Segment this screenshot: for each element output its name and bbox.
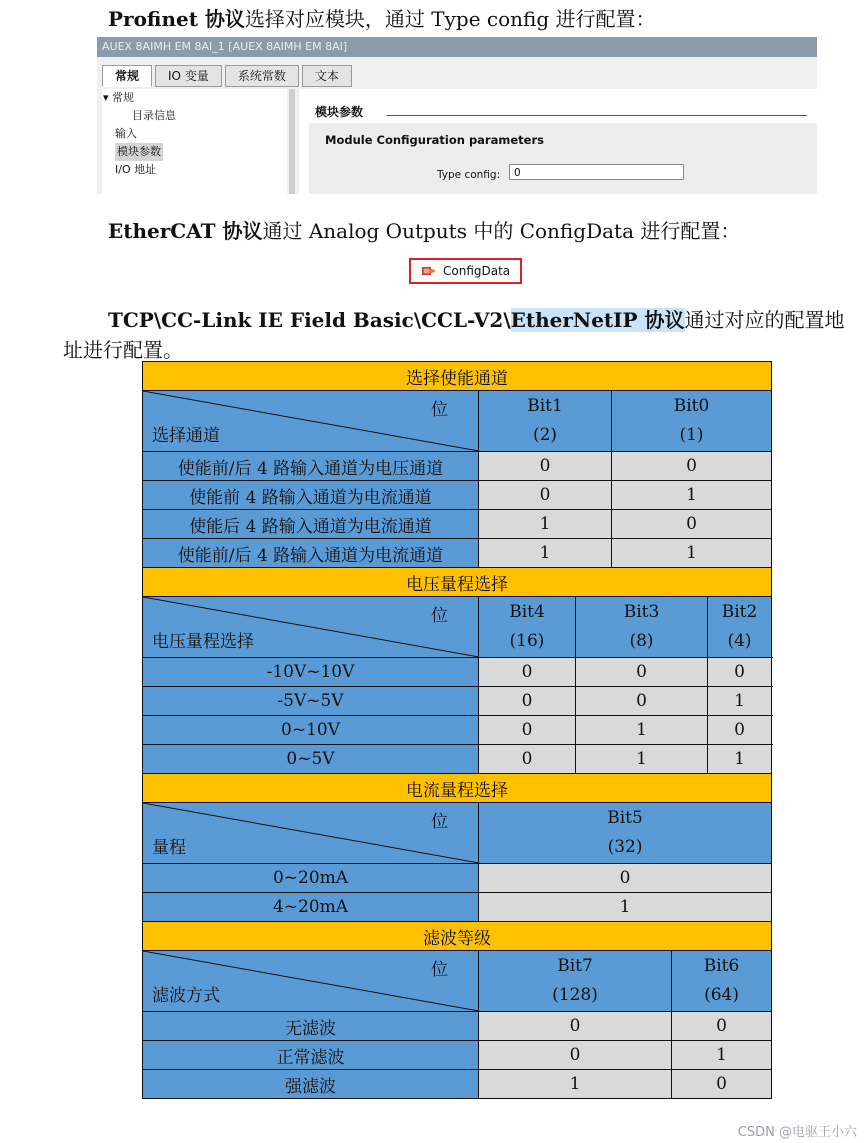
bit-name: Bit4 <box>509 602 545 622</box>
table-row <box>143 1041 772 1070</box>
cell: 0 <box>479 687 576 716</box>
current-row-label: 量程 <box>152 838 186 858</box>
tree-item-catalog-info[interactable]: 目录信息 <box>132 109 176 122</box>
ethercat-paragraph <box>108 215 740 244</box>
module-config-header: Module Configuration parameters <box>325 133 544 147</box>
bit-value: (64) <box>704 985 739 1005</box>
table-row <box>143 510 772 539</box>
bit-name: Bit7 <box>557 956 593 976</box>
bit-value: (1) <box>679 425 704 445</box>
tcp-text: 通过对应的配置地 <box>684 308 845 332</box>
cell: 1 <box>672 1041 772 1070</box>
cell: 0 <box>479 658 576 687</box>
bit-value: (32) <box>607 837 643 857</box>
ethercat-text: 通过 Analog Outputs 中的 ConfigData 进行配置： <box>262 219 741 243</box>
table-row <box>143 745 772 774</box>
table-row <box>143 864 772 893</box>
cell: 0 <box>479 1041 672 1070</box>
row-label: 正常滤波 <box>143 1041 479 1070</box>
cell: 0 <box>708 658 772 687</box>
filter-title: 滤波等级 <box>143 922 772 951</box>
table-row <box>143 481 772 510</box>
tcp-protocols: TCP\CC-Link IE Field Basic\CCL-V2\ <box>108 308 511 332</box>
ethernetip-label: EtherNetIP 协议 <box>510 308 685 332</box>
cell: 0 <box>479 452 612 481</box>
tree-item-general[interactable]: ▾ 常规 <box>103 91 135 104</box>
cell: 0 <box>479 745 576 774</box>
cell: 0 <box>479 716 576 745</box>
config-table <box>142 361 772 1099</box>
cell: 0 <box>612 510 772 539</box>
cell: 0 <box>479 1012 672 1041</box>
table-row <box>143 716 772 745</box>
cell: 0 <box>576 687 708 716</box>
row-label: 使能前/后 4 路输入通道为电压通道 <box>143 452 479 481</box>
filter-diagonal-header <box>143 951 479 1012</box>
row-label: 使能后 4 路输入通道为电流通道 <box>143 510 479 539</box>
profinet-label: Profinet 协议 <box>108 7 245 31</box>
table-row <box>143 658 772 687</box>
bit-name: Bit5 <box>607 808 643 828</box>
profinet-paragraph <box>108 3 656 32</box>
cell: 0 <box>672 1012 772 1041</box>
cell: 1 <box>576 745 708 774</box>
voltage-bit3-header <box>576 597 708 658</box>
table-row <box>143 452 772 481</box>
cell: 0 <box>479 481 612 510</box>
bit-name: Bit0 <box>673 396 710 416</box>
cell: 1 <box>479 510 612 539</box>
table-row <box>143 539 772 568</box>
cell: 0 <box>612 452 772 481</box>
enable-diagonal-header <box>143 391 479 452</box>
enable-bit1-header <box>479 391 612 452</box>
current-bit5-header <box>479 803 772 864</box>
tab-general[interactable]: 常规 <box>102 65 152 87</box>
panel-title: AUEX 8AIMH EM 8AI_1 [AUEX 8AIMH EM 8AI] <box>97 37 817 57</box>
cell: 0 <box>576 658 708 687</box>
filter-bit-word: 位 <box>431 960 448 980</box>
bit-value: (16) <box>509 631 545 651</box>
section-divider <box>387 115 807 116</box>
enable-bit-word: 位 <box>431 400 448 420</box>
voltage-bit-word: 位 <box>431 606 448 626</box>
tree-item-io-address[interactable]: I/O 地址 <box>115 163 157 176</box>
splitter[interactable] <box>289 89 295 194</box>
bit-value: (128) <box>552 985 598 1005</box>
filter-bit7-header <box>479 951 672 1012</box>
cell: 1 <box>708 687 772 716</box>
row-label: 0~20mA <box>143 864 479 893</box>
cell: 1 <box>612 481 772 510</box>
module-config-group <box>309 123 817 194</box>
tab-io-variables[interactable]: IO 变量 <box>155 65 222 87</box>
row-label: 4~20mA <box>143 893 479 922</box>
enable-row-label: 选择通道 <box>152 426 220 446</box>
nav-tree <box>102 89 287 194</box>
row-label: 使能前/后 4 路输入通道为电流通道 <box>143 539 479 568</box>
cell: 1 <box>612 539 772 568</box>
current-bit-word: 位 <box>431 812 448 832</box>
voltage-row-label: 电压量程选择 <box>152 632 254 652</box>
tree-item-module-params[interactable]: 模块参数 <box>115 143 163 161</box>
table-row <box>143 687 772 716</box>
enable-title: 选择使能通道 <box>143 362 772 391</box>
bit-value: (2) <box>532 425 558 445</box>
panel-tabs <box>102 65 352 87</box>
filter-row-label: 滤波方式 <box>152 986 220 1006</box>
row-label: 使能前 4 路输入通道为电流通道 <box>143 481 479 510</box>
bit-value: (8) <box>629 631 654 651</box>
current-diagonal-header <box>143 803 479 864</box>
voltage-bit2-header <box>708 597 772 658</box>
profinet-text: 选择对应模块，通过 Type config 进行配置： <box>244 7 656 31</box>
bit-name: Bit6 <box>703 956 740 976</box>
cell: 1 <box>479 893 772 922</box>
enable-bit0-header <box>612 391 772 452</box>
table-row <box>143 1012 772 1041</box>
tcp-paragraph-line2: 址进行配置。 <box>63 338 183 362</box>
cell: 0 <box>479 864 772 893</box>
row-label: -10V~10V <box>143 658 479 687</box>
type-config-label: Type config: <box>437 169 501 181</box>
tab-system-constants[interactable]: 系统常数 <box>225 65 299 87</box>
bit-name: Bit3 <box>623 602 660 622</box>
row-label: 无滤波 <box>143 1012 479 1041</box>
voltage-title: 电压量程选择 <box>143 568 772 597</box>
cell: 1 <box>708 745 772 774</box>
section-title: 模块参数 <box>315 105 364 119</box>
cell: 0 <box>672 1070 772 1099</box>
bit-name: Bit1 <box>527 396 563 416</box>
tree-item-input[interactable]: 输入 <box>115 127 137 140</box>
params-content <box>299 89 817 194</box>
row-label: 强滤波 <box>143 1070 479 1099</box>
bit-value: (4) <box>727 631 752 651</box>
ethercat-label: EtherCAT 协议 <box>108 219 263 243</box>
configdata-label: ConfigData <box>443 264 511 278</box>
cell: 1 <box>479 539 612 568</box>
voltage-diagonal-header <box>143 597 479 658</box>
module-properties-panel <box>97 37 817 194</box>
table-row <box>143 893 772 922</box>
bit-name: Bit2 <box>721 602 758 622</box>
current-title: 电流量程选择 <box>143 774 772 803</box>
cell: 0 <box>708 716 772 745</box>
configdata-icon <box>421 265 437 277</box>
type-config-input[interactable]: 0 <box>509 164 684 180</box>
configdata-button[interactable] <box>409 258 522 284</box>
table-row <box>143 1070 772 1099</box>
cell: 1 <box>479 1070 672 1099</box>
watermark: CSDN @电驱王小六 <box>737 1125 857 1140</box>
voltage-bit4-header <box>479 597 576 658</box>
cell: 1 <box>576 716 708 745</box>
row-label: -5V~5V <box>143 687 479 716</box>
row-label: 0~10V <box>143 716 479 745</box>
row-label: 0~5V <box>143 745 479 774</box>
filter-bit6-header <box>672 951 772 1012</box>
tcp-paragraph <box>108 304 845 333</box>
tab-text[interactable]: 文本 <box>302 65 352 87</box>
